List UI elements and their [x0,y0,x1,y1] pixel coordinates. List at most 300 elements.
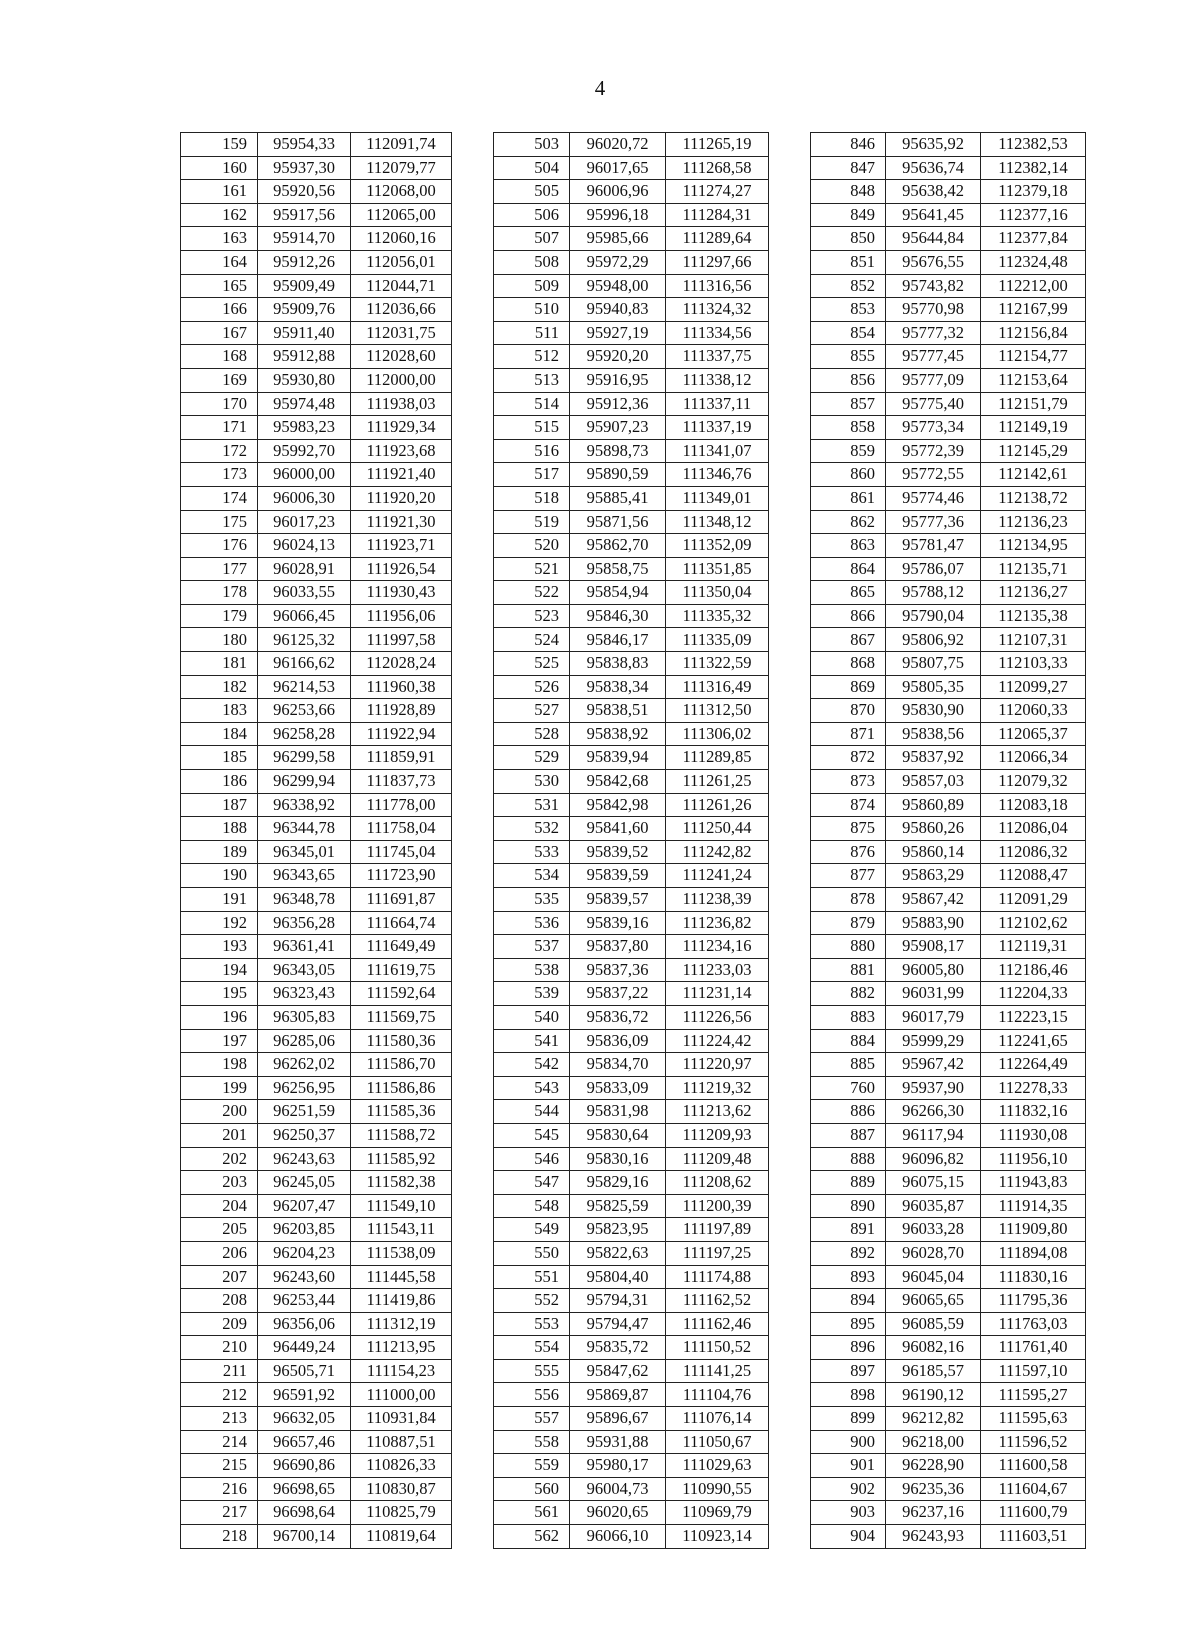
y-coordinate-cell: 112136,27 [981,581,1086,605]
point-number-cell: 507 [494,227,570,251]
point-number-cell: 879 [811,911,886,935]
x-coordinate-cell: 95931,88 [570,1430,666,1454]
x-coordinate-cell: 96228,90 [886,1454,981,1478]
point-number-cell: 545 [494,1123,570,1147]
x-coordinate-cell: 95912,36 [570,392,666,416]
x-coordinate-cell: 96203,85 [258,1218,351,1242]
x-coordinate-cell: 96065,65 [886,1289,981,1313]
x-coordinate-cell: 96207,47 [258,1194,351,1218]
x-coordinate-cell: 95829,16 [570,1171,666,1195]
y-coordinate-cell: 112145,29 [981,439,1086,463]
x-coordinate-cell: 95807,75 [886,652,981,676]
point-number-cell: 900 [811,1430,886,1454]
column-separator [452,699,494,723]
column-separator [769,864,811,888]
point-number-cell: 556 [494,1383,570,1407]
y-coordinate-cell: 111197,25 [666,1241,769,1265]
y-coordinate-cell: 111209,48 [666,1147,769,1171]
y-coordinate-cell: 111076,14 [666,1407,769,1431]
point-number-cell: 856 [811,368,886,392]
x-coordinate-cell: 96262,02 [258,1053,351,1077]
x-coordinate-cell: 95869,87 [570,1383,666,1407]
point-number-cell: 853 [811,298,886,322]
point-number-cell: 207 [181,1265,258,1289]
x-coordinate-cell: 95930,80 [258,368,351,392]
table-row [181,1076,1086,1100]
x-coordinate-cell: 96299,58 [258,746,351,770]
x-coordinate-cell: 95948,00 [570,274,666,298]
y-coordinate-cell: 112083,18 [981,793,1086,817]
point-number-cell: 546 [494,1147,570,1171]
point-number-cell: 886 [811,1100,886,1124]
column-separator [769,793,811,817]
y-coordinate-cell: 111956,06 [351,604,452,628]
point-number-cell: 549 [494,1218,570,1242]
table-row [181,911,1086,935]
point-number-cell: 206 [181,1241,258,1265]
point-number-cell: 168 [181,345,258,369]
x-coordinate-cell: 96020,72 [570,133,666,157]
point-number-cell: 200 [181,1100,258,1124]
column-separator [452,793,494,817]
y-coordinate-cell: 111200,39 [666,1194,769,1218]
column-separator [769,770,811,794]
table-row [181,1171,1086,1195]
point-number-cell: 187 [181,793,258,817]
table-row [181,298,1086,322]
y-coordinate-cell: 112119,31 [981,935,1086,959]
x-coordinate-cell: 95794,47 [570,1312,666,1336]
y-coordinate-cell: 111930,08 [981,1123,1086,1147]
point-number-cell: 181 [181,652,258,676]
x-coordinate-cell: 96024,13 [258,534,351,558]
x-coordinate-cell: 95974,48 [258,392,351,416]
column-separator [452,1336,494,1360]
table-row [181,345,1086,369]
x-coordinate-cell: 95920,56 [258,180,351,204]
point-number-cell: 854 [811,321,886,345]
column-separator [769,1029,811,1053]
y-coordinate-cell: 111538,09 [351,1241,452,1265]
y-coordinate-cell: 112060,33 [981,699,1086,723]
y-coordinate-cell: 111350,04 [666,581,769,605]
table-row [181,864,1086,888]
table-row [181,463,1086,487]
y-coordinate-cell: 111569,75 [351,1005,452,1029]
point-number-cell: 505 [494,180,570,204]
table-row [181,1218,1086,1242]
point-number-cell: 192 [181,911,258,935]
x-coordinate-cell: 96066,10 [570,1525,666,1549]
x-coordinate-cell: 95772,39 [886,439,981,463]
y-coordinate-cell: 111208,62 [666,1171,769,1195]
y-coordinate-cell: 111224,42 [666,1029,769,1053]
x-coordinate-cell: 96066,45 [258,604,351,628]
y-coordinate-cell: 111595,63 [981,1407,1086,1431]
point-number-cell: 197 [181,1029,258,1053]
point-number-cell: 159 [181,133,258,157]
x-coordinate-cell: 95940,83 [570,298,666,322]
x-coordinate-cell: 96096,82 [886,1147,981,1171]
y-coordinate-cell: 112091,74 [351,133,452,157]
column-separator [452,203,494,227]
x-coordinate-cell: 96258,28 [258,722,351,746]
y-coordinate-cell: 112065,37 [981,722,1086,746]
column-separator [452,628,494,652]
column-separator [452,557,494,581]
x-coordinate-cell: 96237,16 [886,1501,981,1525]
point-number-cell: 165 [181,274,258,298]
point-number-cell: 211 [181,1359,258,1383]
y-coordinate-cell: 111586,86 [351,1076,452,1100]
column-separator [769,1053,811,1077]
x-coordinate-cell: 95790,04 [886,604,981,628]
y-coordinate-cell: 112377,16 [981,203,1086,227]
y-coordinate-cell: 111921,30 [351,510,452,534]
point-number-cell: 516 [494,439,570,463]
point-number-cell: 548 [494,1194,570,1218]
x-coordinate-cell: 96344,78 [258,817,351,841]
y-coordinate-cell: 111922,94 [351,722,452,746]
point-number-cell: 866 [811,604,886,628]
x-coordinate-cell: 96700,14 [258,1525,351,1549]
y-coordinate-cell: 112151,79 [981,392,1086,416]
x-coordinate-cell: 95996,18 [570,203,666,227]
column-separator [452,1525,494,1549]
column-separator [769,1407,811,1431]
table-row [181,1123,1086,1147]
x-coordinate-cell: 95831,98 [570,1100,666,1124]
point-number-cell: 519 [494,510,570,534]
point-number-cell: 174 [181,486,258,510]
y-coordinate-cell: 111603,51 [981,1525,1086,1549]
y-coordinate-cell: 111914,35 [981,1194,1086,1218]
column-separator [452,864,494,888]
column-separator [452,534,494,558]
column-separator [452,1241,494,1265]
y-coordinate-cell: 111261,26 [666,793,769,817]
point-number-cell: 876 [811,840,886,864]
table-row [181,439,1086,463]
point-number-cell: 178 [181,581,258,605]
column-separator [452,274,494,298]
column-separator [452,1430,494,1454]
y-coordinate-cell: 111723,90 [351,864,452,888]
x-coordinate-cell: 95912,26 [258,250,351,274]
column-separator [769,439,811,463]
point-number-cell: 198 [181,1053,258,1077]
y-coordinate-cell: 112031,75 [351,321,452,345]
y-coordinate-cell: 111745,04 [351,840,452,864]
table-row [181,1430,1086,1454]
point-number-cell: 185 [181,746,258,770]
column-separator [769,534,811,558]
point-number-cell: 899 [811,1407,886,1431]
table-row [181,604,1086,628]
x-coordinate-cell: 96245,05 [258,1171,351,1195]
y-coordinate-cell: 111580,36 [351,1029,452,1053]
point-number-cell: 863 [811,534,886,558]
y-coordinate-cell: 112382,53 [981,133,1086,157]
y-coordinate-cell: 112028,60 [351,345,452,369]
point-number-cell: 541 [494,1029,570,1053]
y-coordinate-cell: 111419,86 [351,1289,452,1313]
x-coordinate-cell: 95641,45 [886,203,981,227]
y-coordinate-cell: 110825,79 [351,1501,452,1525]
table-row [181,180,1086,204]
x-coordinate-cell: 95937,30 [258,156,351,180]
column-separator [452,416,494,440]
point-number-cell: 524 [494,628,570,652]
point-number-cell: 901 [811,1454,886,1478]
x-coordinate-cell: 96243,63 [258,1147,351,1171]
column-separator [452,345,494,369]
y-coordinate-cell: 112135,38 [981,604,1086,628]
column-separator [452,911,494,935]
y-coordinate-cell: 111316,56 [666,274,769,298]
column-separator [769,1454,811,1478]
point-number-cell: 550 [494,1241,570,1265]
column-separator [769,1501,811,1525]
x-coordinate-cell: 95836,09 [570,1029,666,1053]
column-separator [452,463,494,487]
y-coordinate-cell: 112136,23 [981,510,1086,534]
column-separator [769,321,811,345]
table-row [181,888,1086,912]
table-row [181,1312,1086,1336]
y-coordinate-cell: 112135,71 [981,557,1086,581]
y-coordinate-cell: 111582,38 [351,1171,452,1195]
x-coordinate-cell: 96356,06 [258,1312,351,1336]
y-coordinate-cell: 111960,38 [351,675,452,699]
table-row [181,1147,1086,1171]
x-coordinate-cell: 95937,90 [886,1076,981,1100]
x-coordinate-cell: 95837,80 [570,935,666,959]
y-coordinate-cell: 111268,58 [666,156,769,180]
x-coordinate-cell: 96006,30 [258,486,351,510]
point-number-cell: 512 [494,345,570,369]
y-coordinate-cell: 111141,25 [666,1359,769,1383]
point-number-cell: 557 [494,1407,570,1431]
x-coordinate-cell: 95839,52 [570,840,666,864]
x-coordinate-cell: 95841,60 [570,817,666,841]
x-coordinate-cell: 95846,17 [570,628,666,652]
y-coordinate-cell: 112086,04 [981,817,1086,841]
y-coordinate-cell: 111289,64 [666,227,769,251]
y-coordinate-cell: 111596,52 [981,1430,1086,1454]
column-separator [769,557,811,581]
x-coordinate-cell: 96253,44 [258,1289,351,1313]
column-separator [452,935,494,959]
point-number-cell: 208 [181,1289,258,1313]
y-coordinate-cell: 111909,80 [981,1218,1086,1242]
table-row [181,1454,1086,1478]
table-row [181,1265,1086,1289]
point-number-cell: 551 [494,1265,570,1289]
y-coordinate-cell: 111923,71 [351,534,452,558]
point-number-cell: 554 [494,1336,570,1360]
y-coordinate-cell: 111763,03 [981,1312,1086,1336]
point-number-cell: 543 [494,1076,570,1100]
column-separator [769,274,811,298]
table-row [181,1525,1086,1549]
x-coordinate-cell: 96218,00 [886,1430,981,1454]
point-number-cell: 190 [181,864,258,888]
x-coordinate-cell: 96017,65 [570,156,666,180]
x-coordinate-cell: 96250,37 [258,1123,351,1147]
x-coordinate-cell: 95838,83 [570,652,666,676]
column-separator [769,298,811,322]
point-number-cell: 180 [181,628,258,652]
column-separator [452,982,494,1006]
x-coordinate-cell: 95846,30 [570,604,666,628]
column-separator [769,1336,811,1360]
column-separator [452,250,494,274]
table-row [181,321,1086,345]
column-separator [769,392,811,416]
table-row [181,557,1086,581]
x-coordinate-cell: 96285,06 [258,1029,351,1053]
y-coordinate-cell: 111943,83 [981,1171,1086,1195]
point-number-cell: 894 [811,1289,886,1313]
point-number-cell: 172 [181,439,258,463]
x-coordinate-cell: 95838,34 [570,675,666,699]
y-coordinate-cell: 111930,43 [351,581,452,605]
page-number: 4 [594,76,606,100]
column-separator [452,1005,494,1029]
x-coordinate-cell: 96082,16 [886,1336,981,1360]
x-coordinate-cell: 96251,59 [258,1100,351,1124]
column-separator [769,1359,811,1383]
point-number-cell: 169 [181,368,258,392]
column-separator [769,935,811,959]
column-separator [769,1383,811,1407]
y-coordinate-cell: 111778,00 [351,793,452,817]
table-row [181,368,1086,392]
point-number-cell: 538 [494,958,570,982]
table-row [181,817,1086,841]
point-number-cell: 877 [811,864,886,888]
y-coordinate-cell: 111241,24 [666,864,769,888]
column-separator [769,675,811,699]
x-coordinate-cell: 96166,62 [258,652,351,676]
y-coordinate-cell: 111894,08 [981,1241,1086,1265]
point-number-cell: 188 [181,817,258,841]
x-coordinate-cell: 96185,57 [886,1359,981,1383]
y-coordinate-cell: 111795,36 [981,1289,1086,1313]
y-coordinate-cell: 112134,95 [981,534,1086,558]
y-coordinate-cell: 111928,89 [351,699,452,723]
x-coordinate-cell: 96449,24 [258,1336,351,1360]
point-number-cell: 553 [494,1312,570,1336]
x-coordinate-cell: 95638,42 [886,180,981,204]
x-coordinate-cell: 95992,70 [258,439,351,463]
point-number-cell: 539 [494,982,570,1006]
y-coordinate-cell: 111346,76 [666,463,769,487]
x-coordinate-cell: 95839,59 [570,864,666,888]
point-number-cell: 176 [181,534,258,558]
point-number-cell: 202 [181,1147,258,1171]
x-coordinate-cell: 96505,71 [258,1359,351,1383]
table-row [181,1241,1086,1265]
x-coordinate-cell: 96212,82 [886,1407,981,1431]
table-row [181,1336,1086,1360]
y-coordinate-cell: 111337,19 [666,416,769,440]
x-coordinate-cell: 95636,74 [886,156,981,180]
x-coordinate-cell: 95830,16 [570,1147,666,1171]
x-coordinate-cell: 96117,94 [886,1123,981,1147]
column-separator [769,1147,811,1171]
x-coordinate-cell: 96028,70 [886,1241,981,1265]
x-coordinate-cell: 95825,59 [570,1194,666,1218]
x-coordinate-cell: 95777,36 [886,510,981,534]
x-coordinate-cell: 95833,09 [570,1076,666,1100]
y-coordinate-cell: 111261,25 [666,770,769,794]
column-separator [769,911,811,935]
x-coordinate-cell: 95980,17 [570,1454,666,1478]
column-separator [452,133,494,157]
column-separator [769,1171,811,1195]
column-separator [769,1430,811,1454]
x-coordinate-cell: 95777,45 [886,345,981,369]
column-separator [452,1501,494,1525]
point-number-cell: 173 [181,463,258,487]
y-coordinate-cell: 111322,59 [666,652,769,676]
y-coordinate-cell: 112379,18 [981,180,1086,204]
column-separator [452,958,494,982]
table-row [181,675,1086,699]
table-row [181,156,1086,180]
point-number-cell: 506 [494,203,570,227]
x-coordinate-cell: 95805,35 [886,675,981,699]
point-number-cell: 904 [811,1525,886,1549]
x-coordinate-cell: 96253,66 [258,699,351,723]
x-coordinate-cell: 95920,20 [570,345,666,369]
y-coordinate-cell: 112167,99 [981,298,1086,322]
point-number-cell: 552 [494,1289,570,1313]
x-coordinate-cell: 95885,41 [570,486,666,510]
x-coordinate-cell: 95830,90 [886,699,981,723]
point-number-cell: 874 [811,793,886,817]
point-number-cell: 864 [811,557,886,581]
x-coordinate-cell: 96017,79 [886,1005,981,1029]
x-coordinate-cell: 95743,82 [886,274,981,298]
y-coordinate-cell: 110931,84 [351,1407,452,1431]
point-number-cell: 547 [494,1171,570,1195]
x-coordinate-cell: 95908,17 [886,935,981,959]
point-number-cell: 193 [181,935,258,959]
point-number-cell: 529 [494,746,570,770]
point-number-cell: 514 [494,392,570,416]
x-coordinate-cell: 95835,72 [570,1336,666,1360]
y-coordinate-cell: 111929,34 [351,416,452,440]
point-number-cell: 847 [811,156,886,180]
point-number-cell: 530 [494,770,570,794]
y-coordinate-cell: 111549,10 [351,1194,452,1218]
point-number-cell: 871 [811,722,886,746]
y-coordinate-cell: 111174,88 [666,1265,769,1289]
y-coordinate-cell: 112079,32 [981,770,1086,794]
y-coordinate-cell: 111219,32 [666,1076,769,1100]
y-coordinate-cell: 111029,63 [666,1454,769,1478]
x-coordinate-cell: 96235,36 [886,1477,981,1501]
y-coordinate-cell: 111324,32 [666,298,769,322]
x-coordinate-cell: 95770,98 [886,298,981,322]
y-coordinate-cell: 111830,16 [981,1265,1086,1289]
point-number-cell: 540 [494,1005,570,1029]
y-coordinate-cell: 112186,46 [981,958,1086,982]
x-coordinate-cell: 95985,66 [570,227,666,251]
